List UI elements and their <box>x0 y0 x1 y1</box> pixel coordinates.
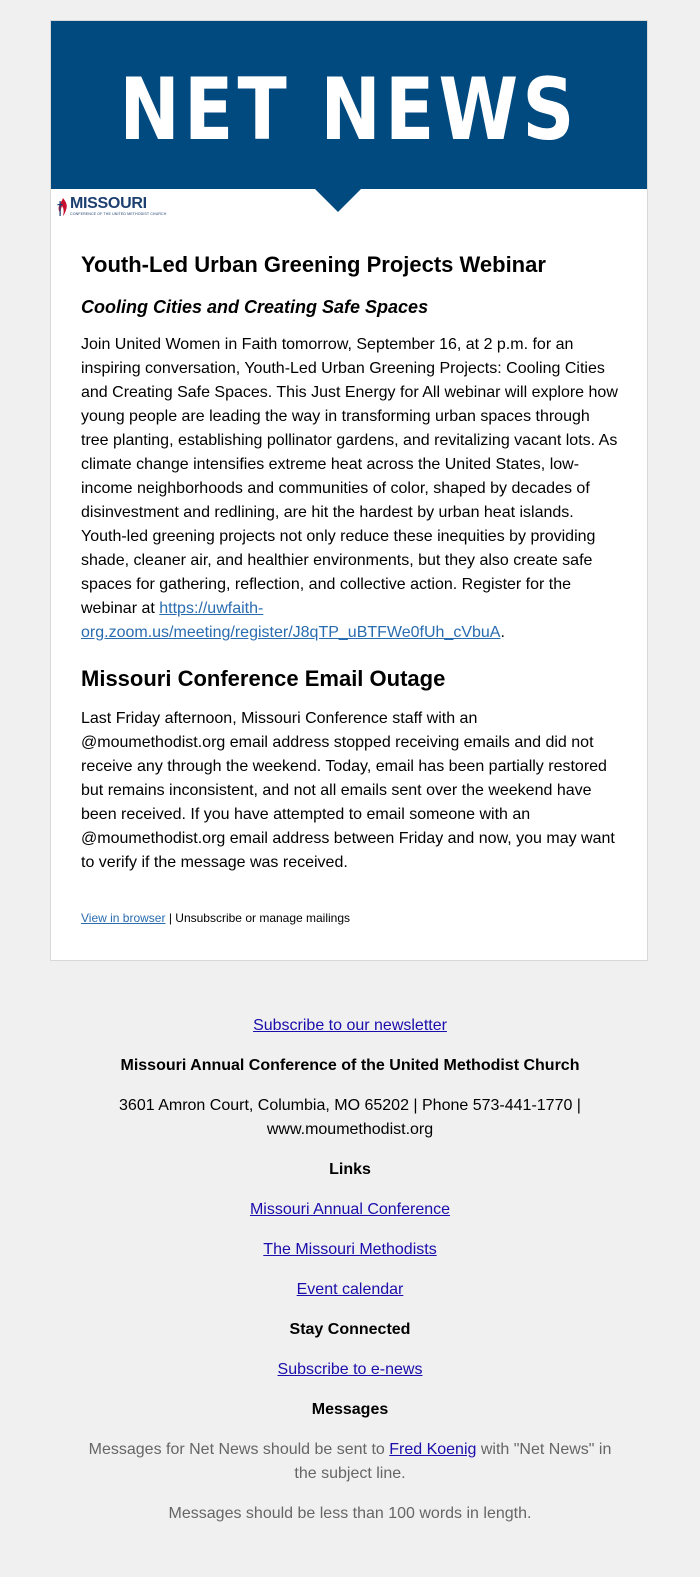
newsletter-card <box>50 20 648 961</box>
article-body-webinar <box>81 333 621 645</box>
messages-suffix: with "Net News" in <box>476 1441 612 1458</box>
links-heading: Links <box>329 1161 371 1178</box>
logo-wordmark: MISSOURI <box>70 195 147 212</box>
article-body-text: Join United Women in Faith tomorrow, September 16, at 2 p.m. for an inspiring conversation, Youth-Led Urban Greening Projects: Cooling Cities and Creating Safe Spaces. This Just Energy for All webinar will explore how young people are leading the way in transforming urban spaces through tree planting, establishing pollinator gardens, and revitalizing vacant lots. As climate change intensifies extreme heat across the United States, low-income neighborhoods and communities of color, shaped by decades of disinvestment and redlining, are hit the hardest by urban heat islands. Youth-led greening projects not only reduce these inequities by providing shade, cleaner air, and healthier environments, but they also create safe spaces for gathering, reflection, and collective action. Register for the webinar at <box>81 336 618 617</box>
missouri-conference-logo <box>57 195 167 219</box>
article-body-end: . <box>500 624 505 641</box>
unsubscribe-link[interactable]: Unsubscribe or manage mailings <box>175 911 351 925</box>
messages-length: Messages should be less than 100 words in length. <box>168 1505 532 1522</box>
subscribe-newsletter-link[interactable]: Subscribe to our newsletter <box>253 1017 447 1034</box>
article-subtitle-webinar: Cooling Cities and Creating Safe Spaces <box>81 297 429 317</box>
subscribe-enews-link[interactable]: Subscribe to e-news <box>277 1361 423 1378</box>
missouri-annual-conference-link[interactable]: Missouri Annual Conference <box>249 1201 451 1218</box>
cross-and-flame-icon <box>57 197 69 217</box>
address-line-2: www.moumethodist.org <box>266 1121 434 1138</box>
banner-title: NET NEWS <box>119 60 579 160</box>
fred-koenig-email-link[interactable]: Fred Koenig <box>389 1441 477 1458</box>
article-body-email-outage: Last Friday afternoon, Missouri Conference staff with an @moumethodist.org email address stopped receiving emails and did not receive any through the weekend. Today, email has been partially restored but remains inconsistent, and not all emails sent over the weekend have been received. If you have attempted to email someone with an @moumethodist.org email address between Friday and now, you may want to verify if the message was received. <box>81 710 615 871</box>
messages-instructions <box>0 1438 700 1462</box>
messages-subject-line: the subject line. <box>294 1465 406 1482</box>
address-line-1: 3601 Amron Court, Columbia, MO 65202 | Phone 573-441-1770 | <box>119 1097 581 1114</box>
logo-subtitle: CONFERENCE OF THE UNITED METHODIST CHURCH <box>70 212 167 216</box>
event-calendar-link[interactable]: Event calendar <box>296 1281 404 1298</box>
header-banner <box>51 21 647 189</box>
footer-separator: | <box>165 911 176 925</box>
banner-notch <box>314 188 362 212</box>
messages-heading: Messages <box>311 1401 389 1418</box>
org-name: Missouri Annual Conference of the United Methodist Church <box>120 1057 580 1074</box>
card-content <box>81 251 621 875</box>
missouri-methodists-link[interactable]: The Missouri Methodists <box>263 1241 437 1258</box>
article-title-webinar: Youth-Led Urban Greening Projects Webinar <box>81 252 546 277</box>
view-in-browser-link[interactable]: View in browser <box>81 911 166 925</box>
stay-connected-heading: Stay Connected <box>289 1321 411 1338</box>
webinar-register-link[interactable]: https://uwfaith-org.zoom.us/meeting/register/J8qTP_uBTFWe0fUh_cVbuA <box>81 600 501 641</box>
card-footer <box>81 910 350 926</box>
messages-prefix: Messages for Net News should be sent to <box>88 1441 390 1458</box>
article-title-email-outage: Missouri Conference Email Outage <box>81 666 446 691</box>
